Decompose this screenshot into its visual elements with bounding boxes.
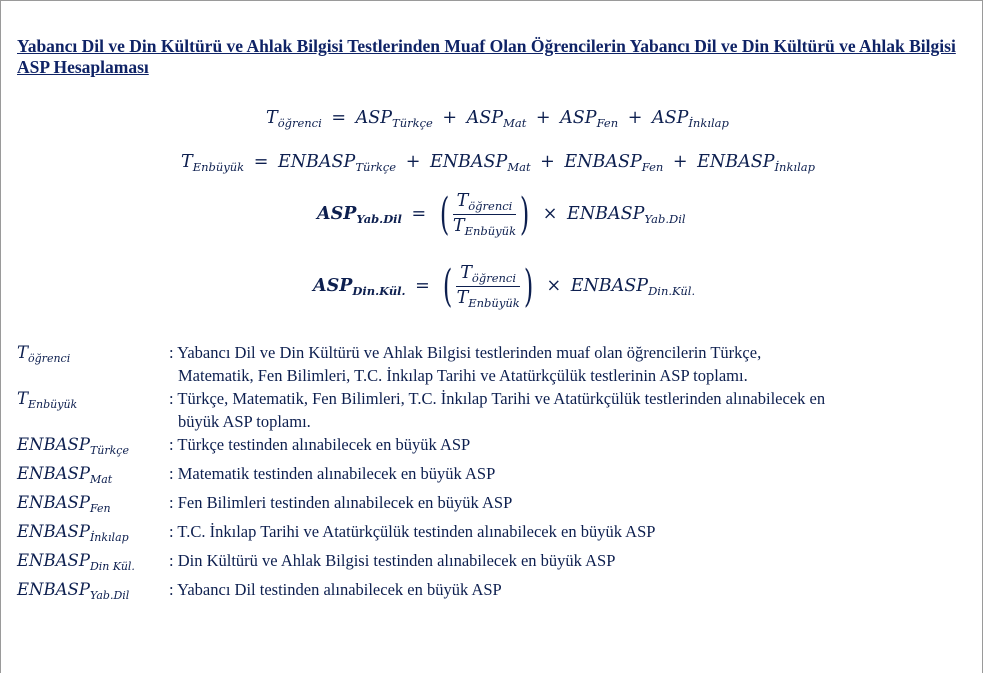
- definition-text: : Türkçe testinden alınabilecek en büyük ASP: [169, 435, 471, 454]
- definition-term: $ENBASP_{Din Kül.}$: [17, 551, 135, 573]
- definition-text: : T.C. İnkılap Tarihi ve Atatürkçülük testinden alınabilecek en büyük ASP: [169, 522, 656, 541]
- definition-text: : Türkçe, Matematik, Fen Bilimleri, T.C. İnkılap Tarihi ve Atatürkçülük testlerinden alınabilecek en büyük ASP toplamı.: [169, 389, 826, 431]
- page-title: Yabancı Dil ve Din Kültürü ve Ahlak Bilgisi Testlerinden Muaf Olan Öğrencilerin Yabancı Dil ve Din Kültürü ve Ahlak Bilgisi ASP Hesaplaması: [17, 36, 956, 77]
- definition-term: $ENBASP_{İnkılap}$: [17, 522, 129, 544]
- definition-row: [17, 520, 977, 549]
- definition-term: $ENBASP_{Mat}$: [17, 464, 113, 486]
- formula-asp-yab-dil: $ASP_{Yab.Dil}$ = ( $\frac{T_{öğrenci}}{T_{Enbüyük}}$ ) × $ENBASP_{Yab.Dil}$: [317, 188, 686, 240]
- definition-row: [17, 549, 977, 578]
- definition-row: [17, 387, 977, 433]
- definition-text: : Fen Bilimleri testinden alınabilecek en büyük ASP: [169, 493, 513, 512]
- definition-row: [17, 462, 977, 491]
- definition-term: $ENBASP_{Türkçe}$: [17, 435, 129, 457]
- definition-term: $T_{Enbüyük}$: [17, 389, 78, 411]
- definition-row: [17, 491, 977, 520]
- definition-text: : Yabancı Dil ve Din Kültürü ve Ahlak Bilgisi testlerinden muaf olan öğrencilerin Türkçe, Matematik, Fen Bilimleri, T.C. İnkılap Tarihi ve Atatürkçülük testlerinin ASP toplamı.: [169, 343, 762, 385]
- definitions-list: [17, 341, 977, 607]
- definition-term: $T_{öğrenci}$: [17, 343, 71, 365]
- definition-row: [17, 433, 977, 462]
- formula-t-ogrenci: $T_{öğrenci} = ASP_{Türkçe} + ASP_{Mat} + ASP_{Fen} + ASP_{İnkılap}$: [266, 108, 729, 130]
- formula-t-enbuyuk: $T_{Enbüyük}$ = $ENBASP_{Türkçe}$ + $ENBASP_{Mat}$ + $ENBASP_{Fen}$ + $ENBASP_{İnkılap}$: [181, 152, 816, 174]
- definition-text: : Matematik testinden alınabilecek en büyük ASP: [169, 464, 496, 483]
- definition-text: : Din Kültürü ve Ahlak Bilgisi testinden alınabilecek en büyük ASP: [169, 551, 616, 570]
- definition-term: $ENBASP_{Fen}$: [17, 493, 111, 515]
- definition-term: $ENBASP_{Yab.Dil}$: [17, 580, 130, 602]
- definition-row: [17, 578, 977, 607]
- formula-asp-din-kul: $ASP_{Din.Kül.}$ = ( $\frac{T_{öğrenci}}{T_{Enbüyük}}$ ) × $ENBASP_{Din.Kül.}$: [313, 260, 696, 312]
- definition-row: [17, 341, 977, 387]
- definition-text: : Yabancı Dil testinden alınabilecek en büyük ASP: [169, 580, 502, 599]
